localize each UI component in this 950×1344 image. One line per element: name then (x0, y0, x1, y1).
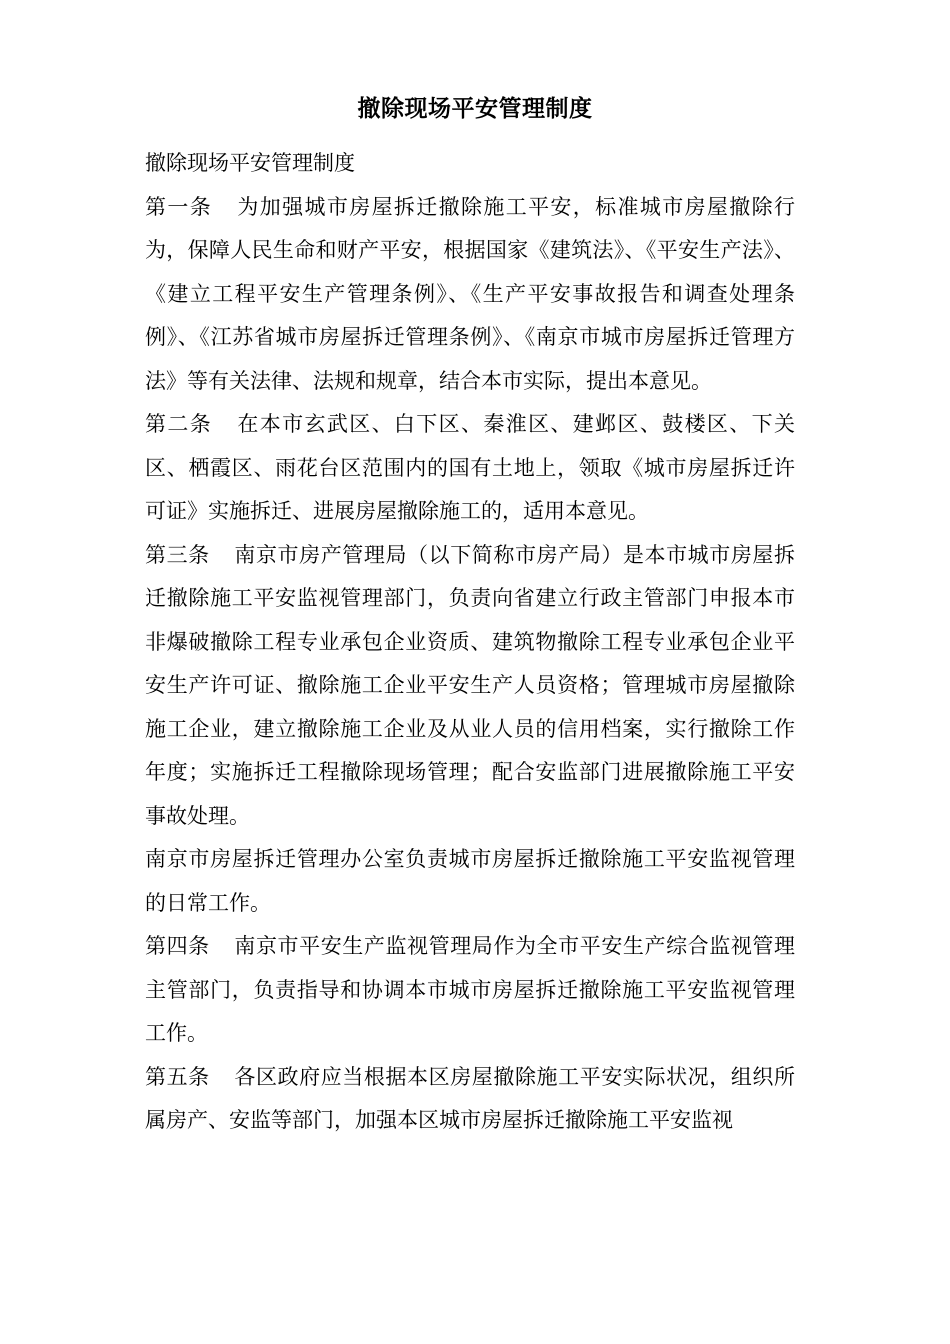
article-2 (145, 403, 795, 534)
article-label: 第三条 (145, 542, 210, 567)
article-text: 各区政府应当根据本区房屋撤除施工平安实际状况，组织所属房产、安监等部门，加强本区城市房屋拆迁撤除施工平安监视 (145, 1064, 796, 1132)
article-text: 为加强城市房屋拆迁撤除施工平安，标准城市房屋撤除行为，保障人民生命和财产平安，根据国家《建筑法》、《平安生产法》、《建立工程平安生产管理条例》、《生产平安事故报告和调查处理条例》、《江苏省城市房屋拆迁管理条例》、《南京市城市房屋拆迁管理方法》等有关法律、法规和规章，结合本市实际，提出本意见。 (145, 194, 796, 393)
document-subtitle: 撤除现场平安管理制度 (145, 151, 355, 175)
article-text: 在本市玄武区、白下区、秦淮区、建邺区、鼓楼区、下关区、栖霞区、雨花台区范围内的国有土地上，领取《城市房屋拆迁许可证》实施拆迁、进展房屋撤除施工的，适用本意见。 (145, 412, 796, 523)
paragraph-text: 南京市房屋拆迁管理办公室负责城市房屋拆迁撤除施工平安监视管理的日常工作。 (145, 847, 795, 915)
paragraph-office (145, 838, 795, 925)
article-4 (145, 925, 795, 1056)
article-1 (145, 186, 795, 404)
article-5 (145, 1056, 795, 1143)
article-label: 第五条 (145, 1064, 210, 1089)
article-text: 南京市平安生产监视管理局作为全市平安生产综合监视管理主管部门，负责指导和协调本市城市房屋拆迁撤除施工平安监视管理工作。 (145, 934, 796, 1045)
article-label: 第二条 (145, 412, 213, 436)
document-body (145, 142, 795, 1143)
article-3 (145, 534, 795, 839)
article-text: 南京市房产管理局（以下简称市房产局）是本市城市房屋拆迁撤除施工平安监视管理部门，负责向省建立行政主管部门申报本市非爆破撤除工程专业承包企业资质、建筑物撤除工程专业承包企业平安生产许可证、撤除施工企业平安生产人员资格；管理城市房屋撤除施工企业，建立撤除施工企业及从业人员的信用档案，实行撤除工作年度；实施拆迁工程撤除现场管理；配合安监部门进展撤除施工平安事故处理。 (145, 542, 796, 828)
document-title: 撤除现场平安管理制度 (357, 95, 593, 122)
article-label: 第四条 (145, 934, 210, 958)
article-label: 第一条 (145, 194, 213, 219)
